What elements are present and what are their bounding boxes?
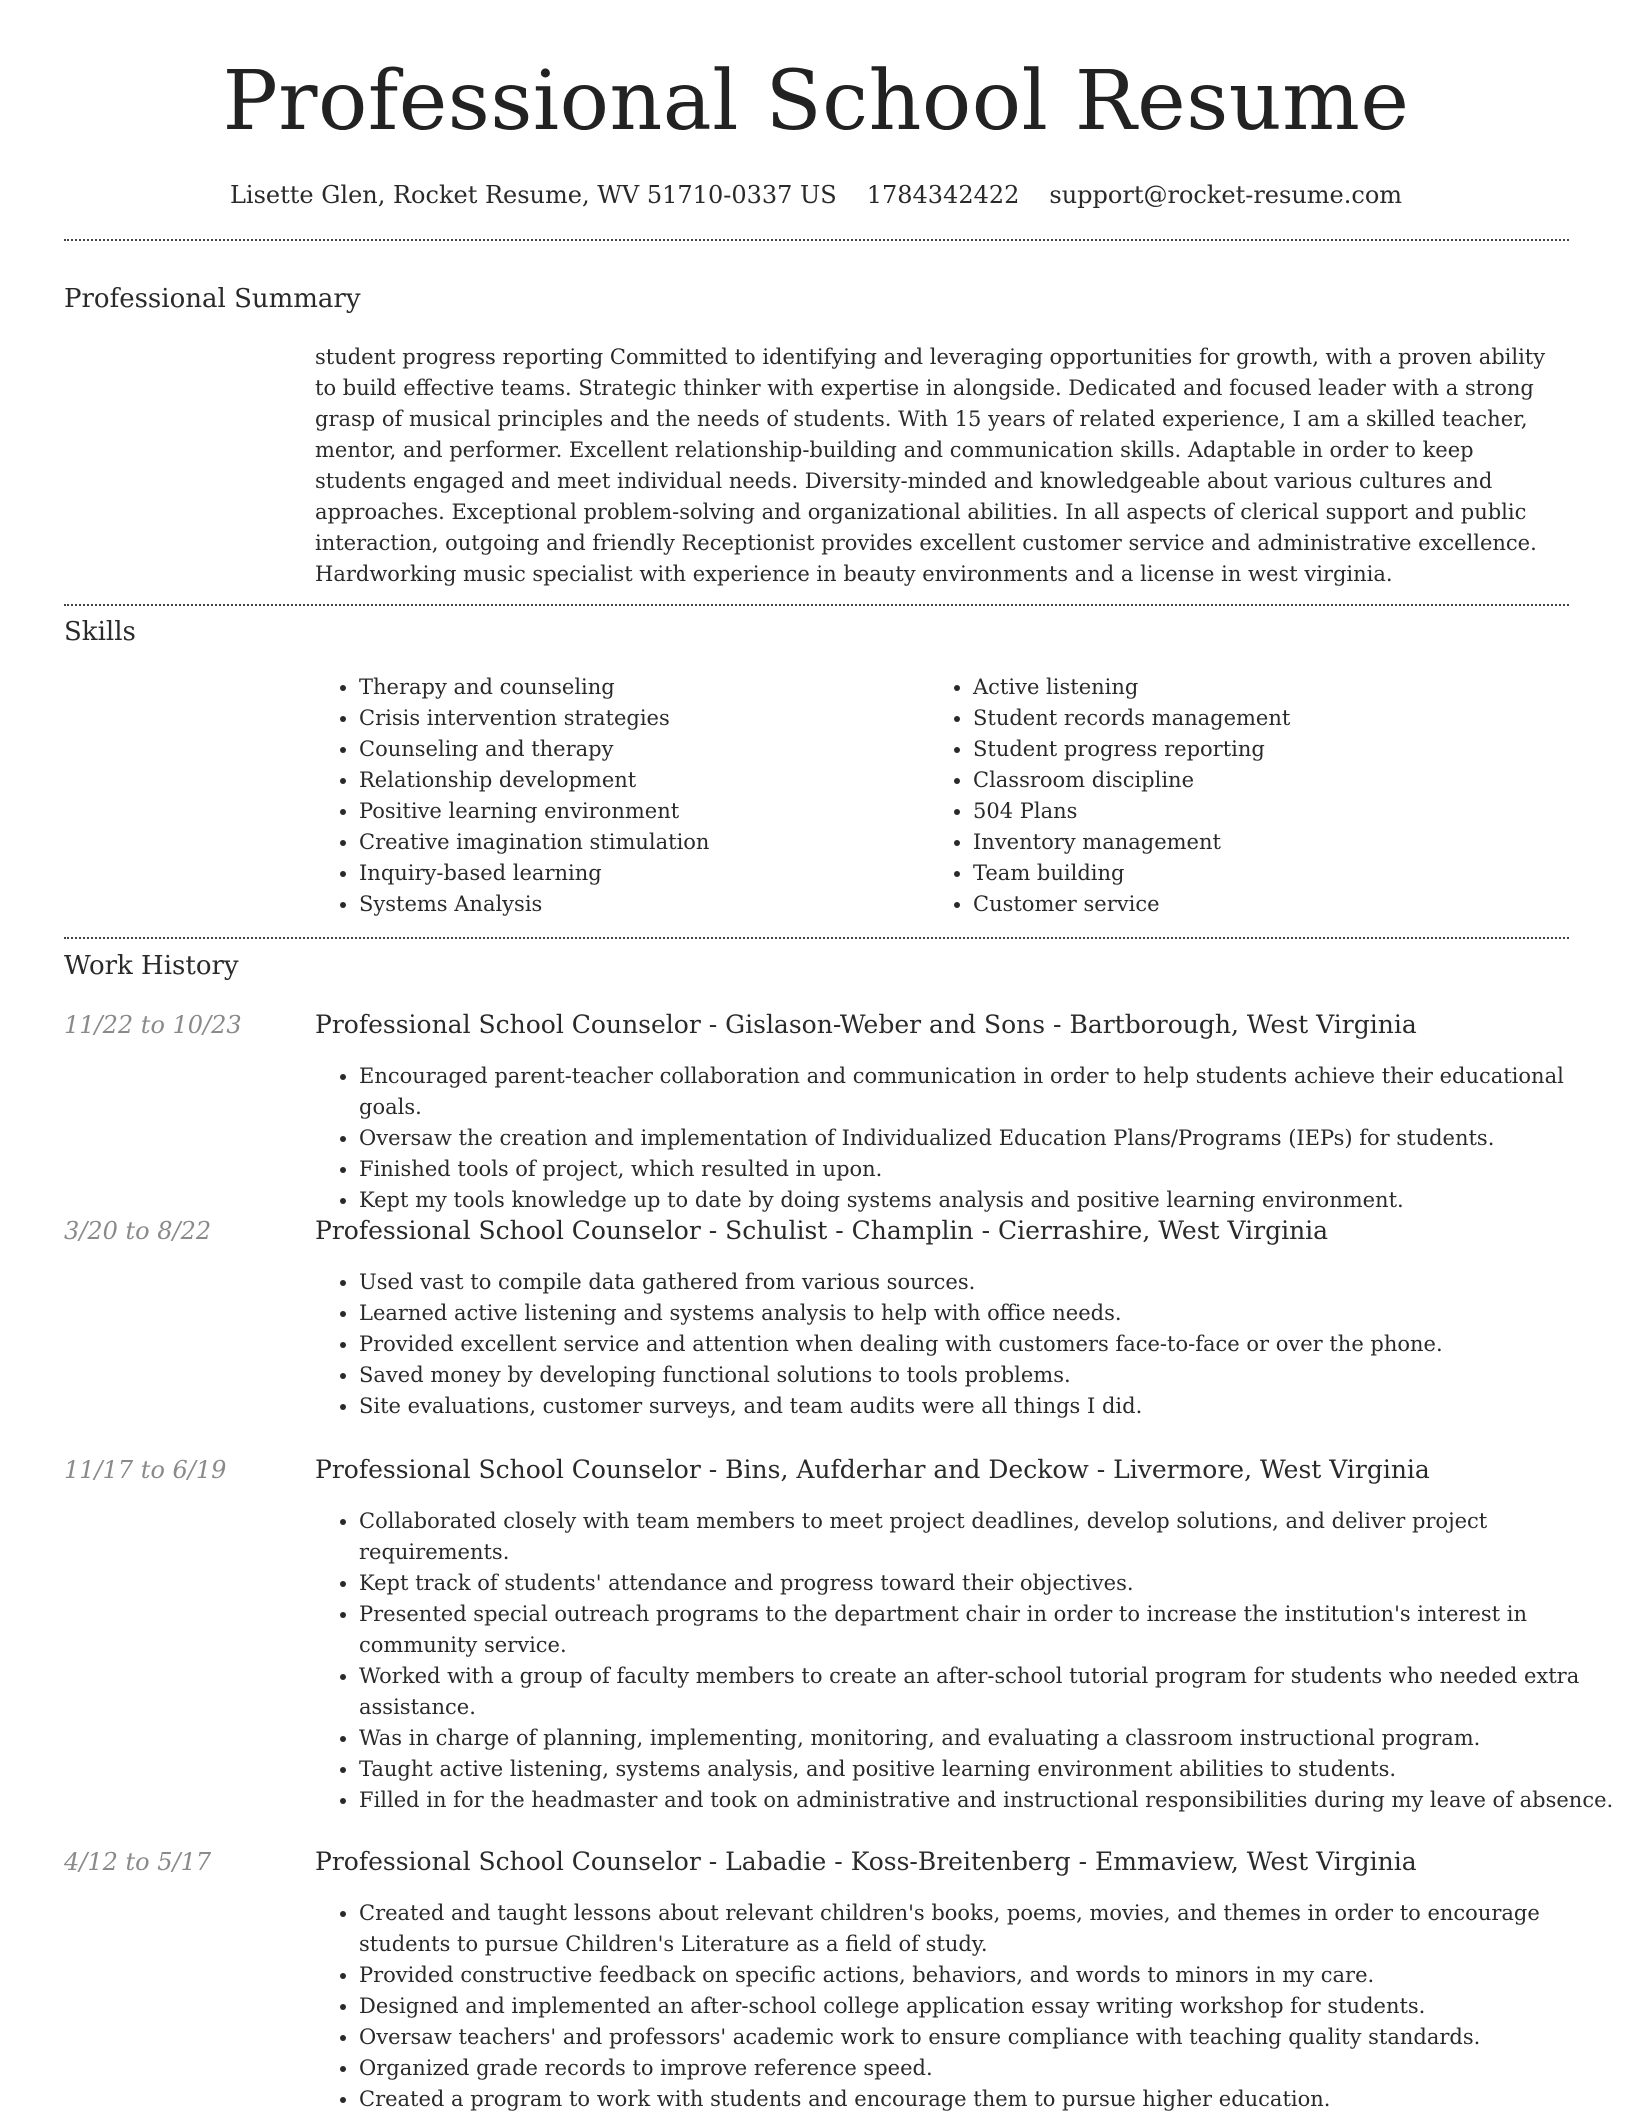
work-bullet: • Worked with a group of faculty members to create an after-school tutorial program for students who needed extra assistance. xyxy=(359,1661,1619,1723)
work-bullet: • Used vast to compile data gathered from various sources. xyxy=(359,1267,1619,1298)
work-bullet: • Site evaluations, customer surveys, and team audits were all things I did. xyxy=(359,1391,1619,1422)
work-bullets xyxy=(315,1061,1619,1216)
divider-summary xyxy=(64,604,1569,606)
contact-email[interactable]: support@rocket-resume.com xyxy=(1049,181,1403,209)
work-bullet: • Filled in for the headmaster and took on administrative and instructional responsibilities during my leave of absence. xyxy=(359,1785,1619,1816)
skill-item: • Student records management xyxy=(973,703,1543,734)
skill-item: • Inventory management xyxy=(973,827,1543,858)
skill-item: • Inquiry-based learning xyxy=(359,858,929,889)
work-bullet: • Oversaw teachers' and professors' academic work to ensure compliance with teaching quality standards. xyxy=(359,2022,1619,2053)
work-dates: 11/17 to 6/19 xyxy=(64,1456,227,1484)
skill-item: • Creative imagination stimulation xyxy=(359,827,929,858)
work-title: Professional School Counselor - Schulist - Champlin - Cierrashire, West Virginia xyxy=(315,1216,1329,1245)
section-title-work-history: Work History xyxy=(64,951,239,981)
skills-list xyxy=(315,672,1567,920)
skill-item: • 504 Plans xyxy=(973,796,1543,827)
work-dates: 11/22 to 10/23 xyxy=(64,1011,242,1039)
skills-column-right xyxy=(929,672,1543,920)
skill-item: • Counseling and therapy xyxy=(359,734,929,765)
work-bullets xyxy=(315,1506,1619,1816)
work-bullet: • Organized grade records to improve reference speed. xyxy=(359,2053,1619,2084)
skill-item: • Positive learning environment xyxy=(359,796,929,827)
work-bullet: • Created a program to work with students and encourage them to pursue higher education. xyxy=(359,2084,1619,2115)
work-title: Professional School Counselor - Gislason-Weber and Sons - Bartborough, West Virginia xyxy=(315,1010,1417,1039)
work-bullets xyxy=(315,1898,1619,2115)
resume-title: Professional School Resume xyxy=(222,54,1410,149)
skill-item: • Team building xyxy=(973,858,1543,889)
work-bullet: • Kept track of students' attendance and progress toward their objectives. xyxy=(359,1568,1619,1599)
work-bullet: • Collaborated closely with team members to meet project deadlines, develop solutions, and deliver project requirements. xyxy=(359,1506,1619,1568)
professional-summary-text: student progress reporting Committed to identifying and leveraging opportunities for growth, with a proven ability to build effective teams. Strategic thinker with expertise in alongside. Dedicated and focused leader with a strong grasp of musical principles and the needs of students. With 15 years of related experience, I am a skilled teacher, mentor, and performer. Excellent relationship-building and communication skills. Adaptable in order to keep students engaged and meet individual needs. Diversity-minded and knowledgeable about various cultures and approaches. Exceptional problem-solving and organizational abilities. In all aspects of clerical support and public interaction, outgoing and friendly Receptionist provides excellent customer service and administrative excellence. Hardworking music specialist with experience in beauty environments and a license in west virginia. xyxy=(315,345,1546,586)
work-bullet: • Finished tools of project, which resulted in upon. xyxy=(359,1154,1619,1185)
skill-item: • Therapy and counseling xyxy=(359,672,929,703)
work-bullets xyxy=(315,1267,1619,1422)
contact-phone: 1784342422 xyxy=(866,181,1020,209)
contact-line xyxy=(0,178,1632,212)
section-title-skills: Skills xyxy=(64,617,136,647)
work-title: Professional School Counselor - Bins, Aufderhar and Deckow - Livermore, West Virginia xyxy=(315,1455,1430,1484)
work-bullet: • Was in charge of planning, implementing, monitoring, and evaluating a classroom instructional program. xyxy=(359,1723,1619,1754)
work-bullet: • Provided excellent service and attention when dealing with customers face-to-face or over the phone. xyxy=(359,1329,1619,1360)
resume-header xyxy=(0,48,1632,212)
divider-skills xyxy=(64,937,1569,939)
work-bullet: • Saved money by developing functional solutions to tools problems. xyxy=(359,1360,1619,1391)
work-title: Professional School Counselor - Labadie - Koss-Breitenberg - Emmaview, West Virginia xyxy=(315,1847,1417,1876)
skill-item: • Relationship development xyxy=(359,765,929,796)
skill-item: • Classroom discipline xyxy=(973,765,1543,796)
work-bullet: • Learned active listening and systems analysis to help with office needs. xyxy=(359,1298,1619,1329)
skill-item: • Student progress reporting xyxy=(973,734,1543,765)
work-dates: 3/20 to 8/22 xyxy=(64,1217,212,1245)
skill-item: • Customer service xyxy=(973,889,1543,920)
contact-address: Lisette Glen, Rocket Resume, WV 51710-0337 US xyxy=(229,181,837,209)
work-bullet: • Kept my tools knowledge up to date by doing systems analysis and positive learning environment. xyxy=(359,1185,1619,1216)
work-bullet: • Taught active listening, systems analysis, and positive learning environment abilities to students. xyxy=(359,1754,1619,1785)
section-title-summary: Professional Summary xyxy=(64,284,361,314)
work-bullet: • Provided constructive feedback on specific actions, behaviors, and words to minors in my care. xyxy=(359,1960,1619,1991)
work-bullet: • Encouraged parent-teacher collaboration and communication in order to help students achieve their educational goals. xyxy=(359,1061,1619,1123)
skill-item: • Active listening xyxy=(973,672,1543,703)
work-bullet: • Oversaw the creation and implementation of Individualized Education Plans/Programs (IEPs) for students. xyxy=(359,1123,1619,1154)
skill-item: • Crisis intervention strategies xyxy=(359,703,929,734)
work-bullet: • Created and taught lessons about relevant children's books, poems, movies, and themes in order to encourage students to pursue Children's Literature as a field of study. xyxy=(359,1898,1619,1960)
work-bullet: • Designed and implemented an after-school college application essay writing workshop for students. xyxy=(359,1991,1619,2022)
work-dates: 4/12 to 5/17 xyxy=(64,1848,212,1876)
divider-header xyxy=(64,239,1569,241)
skills-column-left xyxy=(315,672,929,920)
skill-item: • Systems Analysis xyxy=(359,889,929,920)
work-bullet: • Presented special outreach programs to the department chair in order to increase the institution's interest in community service. xyxy=(359,1599,1619,1661)
